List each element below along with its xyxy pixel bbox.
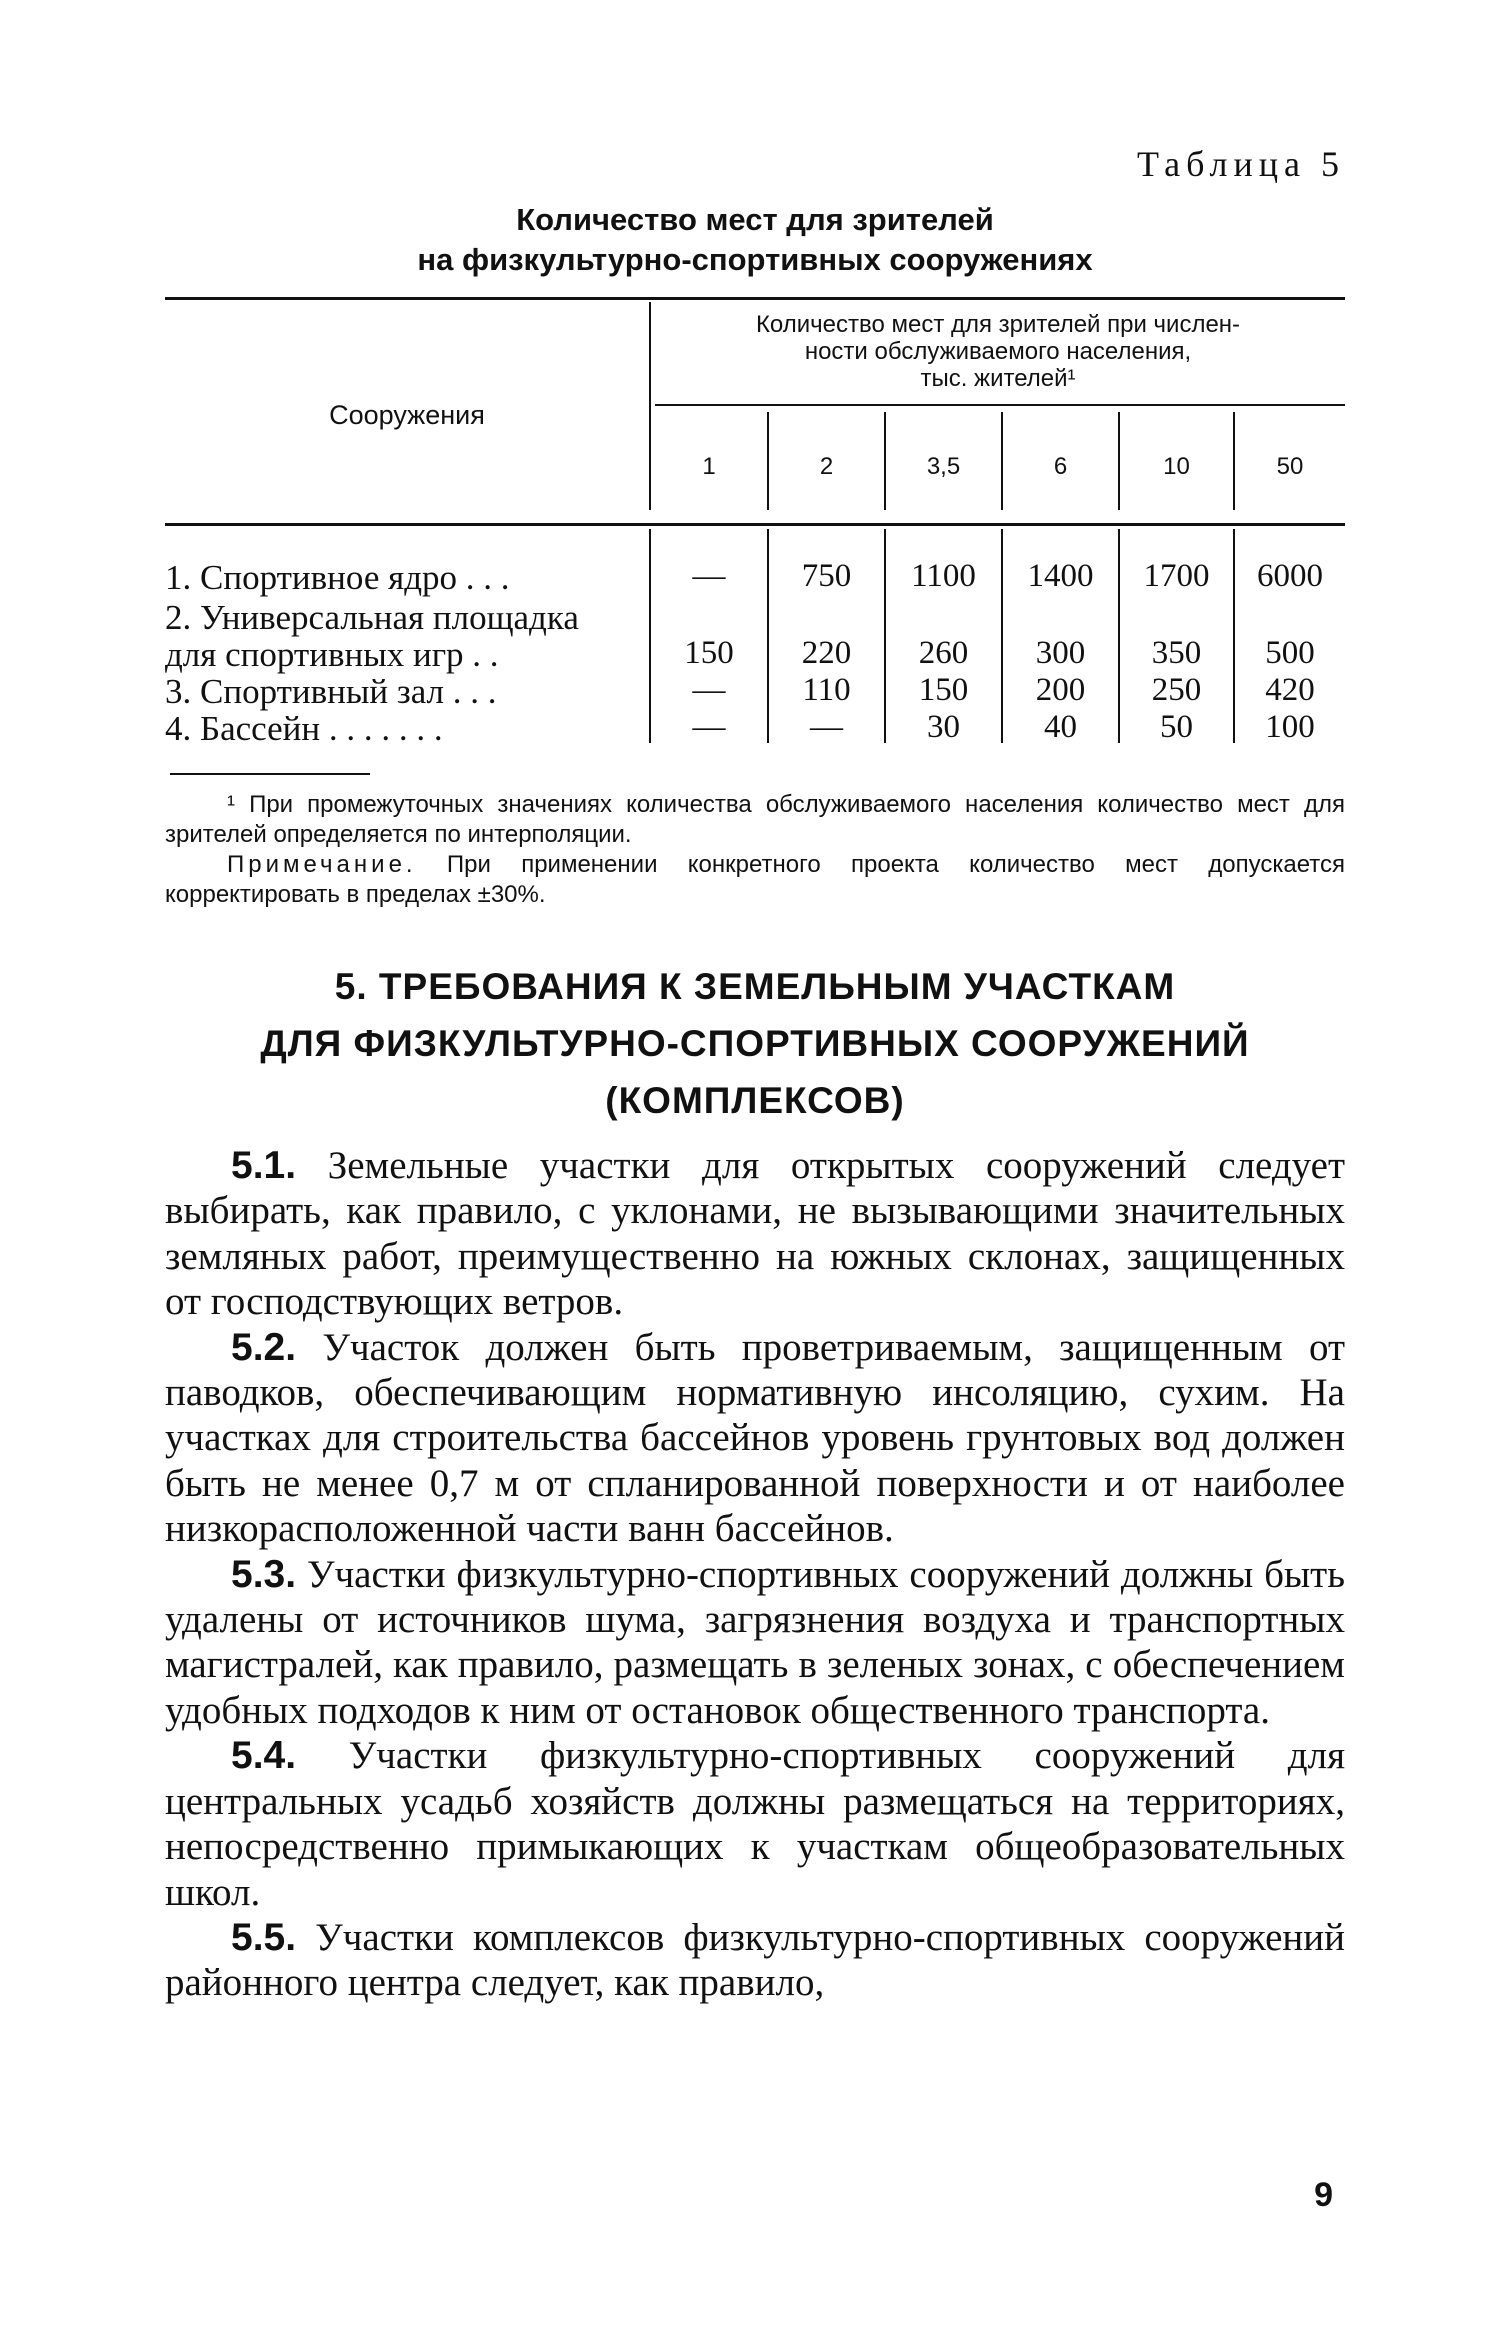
- column-header: 50: [1276, 453, 1304, 480]
- table-cell: 6000: [1257, 558, 1323, 594]
- table-header-bottom-rule: [165, 523, 1345, 526]
- paragraph-text: Участки физкультурно-спортивных сооружений для центральных усадьб хозяйств должны размещаться на территориях, непосредственно примыкающих к участкам общеобразовательных школ.: [165, 1734, 1346, 1914]
- table-cell: 260: [918, 635, 969, 671]
- table-cell: —: [692, 672, 726, 708]
- paragraph-number: 5.1.: [231, 1144, 297, 1187]
- table-label: Таблица 5: [1137, 144, 1345, 184]
- column-header: 1: [702, 453, 716, 480]
- table-cell: 300: [1035, 635, 1086, 671]
- section-heading-line: (КОМПЛЕКСОВ): [605, 1080, 905, 1121]
- row-label: для спортивных игр . .: [165, 635, 499, 674]
- paragraph-number: 5.2.: [231, 1325, 297, 1369]
- table-cell: —: [692, 709, 726, 745]
- paragraph-text: Участок должен быть проветриваемым, защищенным от паводков, обеспечивающим нормативную инсоляцию, сухим. На участках для строительства бассейнов уровень грунтовых вод должен быть не менее 0,7 м от спланированной поверхности и от наиболее низкорасположенной части ванн бассейнов.: [165, 1325, 1346, 1551]
- column-header-name: Сооружения: [329, 400, 485, 430]
- table-cell: 150: [684, 635, 734, 671]
- table-title: [165, 200, 1345, 280]
- column-group-header-line: тыс. жителей¹: [920, 365, 1076, 392]
- column-group-header: [651, 311, 1345, 392]
- document-page: [165, 0, 1345, 2338]
- table-cell: 110: [802, 672, 851, 708]
- paragraph-text: Участки комплексов физкультурно-спортивных сооружений районного центра следует, как правило,: [165, 1915, 1346, 2005]
- row-label: 4. Бассейн . . . . . . .: [165, 709, 443, 748]
- table-note: [165, 850, 1345, 910]
- section-heading-line: 5. ТРЕБОВАНИЯ К ЗЕМЕЛЬНЫМ УЧАСТКАМ: [334, 966, 1176, 1007]
- row-label: 2. Универсальная площадка: [165, 598, 579, 637]
- note-text: При применении конкретного проекта количество мест допускается корректировать в пределах ±30%.: [165, 851, 1346, 908]
- page-number: 9: [1314, 2176, 1333, 2214]
- column-header: 3,5: [926, 453, 961, 480]
- column-group-header-line: Количество мест для зрителей при числен-: [755, 311, 1241, 338]
- paragraph-number: 5.3.: [231, 1552, 297, 1596]
- column-group-header-line: ности обслуживаемого населения,: [804, 338, 1192, 365]
- table-cell: 100: [1265, 709, 1315, 745]
- paragraph: [165, 1552, 1345, 1734]
- paragraph: [165, 1143, 1345, 1325]
- column-header: 10: [1163, 453, 1190, 480]
- table-cell: 750: [801, 558, 852, 594]
- paragraph: [165, 1915, 1345, 2006]
- row-label: 3. Спортивный зал . . .: [165, 672, 497, 711]
- table-cell: 350: [1151, 635, 1202, 671]
- paragraph: [165, 1733, 1345, 1915]
- footnote-rule: [170, 773, 370, 775]
- paragraph-text: Земельные участки для открытых сооружений следует выбирать, как правило, с уклонами, не вызывающими значительных земляных работ, преимущественно на южных склонах, защищенных от господствующих ветров.: [165, 1144, 1346, 1324]
- table-cell: 40: [1044, 709, 1077, 745]
- table-cell: 30: [927, 709, 960, 745]
- table-cell: 250: [1151, 672, 1202, 708]
- table-cell: 500: [1265, 635, 1315, 671]
- table-cell: 200: [1035, 672, 1086, 708]
- section-heading: [165, 958, 1345, 1129]
- footnote-text: ¹ При промежуточных значениях количества обслуживаемого населения количество мест для зрителей определяется по интерполяции.: [165, 791, 1345, 848]
- table-cell: 1700: [1143, 558, 1210, 594]
- section-body: [165, 1143, 1345, 2006]
- table-cell: 420: [1265, 672, 1315, 708]
- column-header: 6: [1053, 453, 1068, 480]
- table-cell: 220: [801, 635, 852, 671]
- paragraph-text: Участки физкультурно-спортивных сооружений должны быть удалены от источников шума, загрязнения воздуха и транспортных магистралей, как правило, размещать в зеленых зонах, с обеспечением удобных подходов к ним от остановок общественного транспорта.: [165, 1552, 1345, 1732]
- paragraph-number: 5.5.: [231, 1915, 297, 1959]
- paragraph: [165, 1325, 1345, 1552]
- row-label: 1. Спортивное ядро . . .: [165, 558, 510, 597]
- section-heading-line: ДЛЯ ФИЗКУЛЬТУРНО-СПОРТИВНЫХ СООРУЖЕНИЙ: [260, 1023, 1250, 1064]
- table-cell: —: [692, 558, 726, 594]
- table-subheader-rule: [655, 404, 1345, 406]
- footnotes: [165, 790, 1345, 910]
- table-cell: 50: [1160, 709, 1193, 745]
- table-top-rule: [165, 297, 1345, 300]
- table-cell: 1400: [1027, 558, 1094, 594]
- paragraph-number: 5.4.: [231, 1734, 297, 1778]
- column-header: 2: [819, 453, 834, 480]
- table-title-line: Количество мест для зрителей: [516, 202, 994, 237]
- table-cell: 1100: [911, 558, 976, 594]
- table-cell: —: [810, 709, 843, 745]
- table-title-line: на физкультурно-спортивных сооружениях: [417, 242, 1093, 277]
- table-cell: 150: [918, 672, 969, 708]
- note-label: Примечание.: [227, 851, 417, 878]
